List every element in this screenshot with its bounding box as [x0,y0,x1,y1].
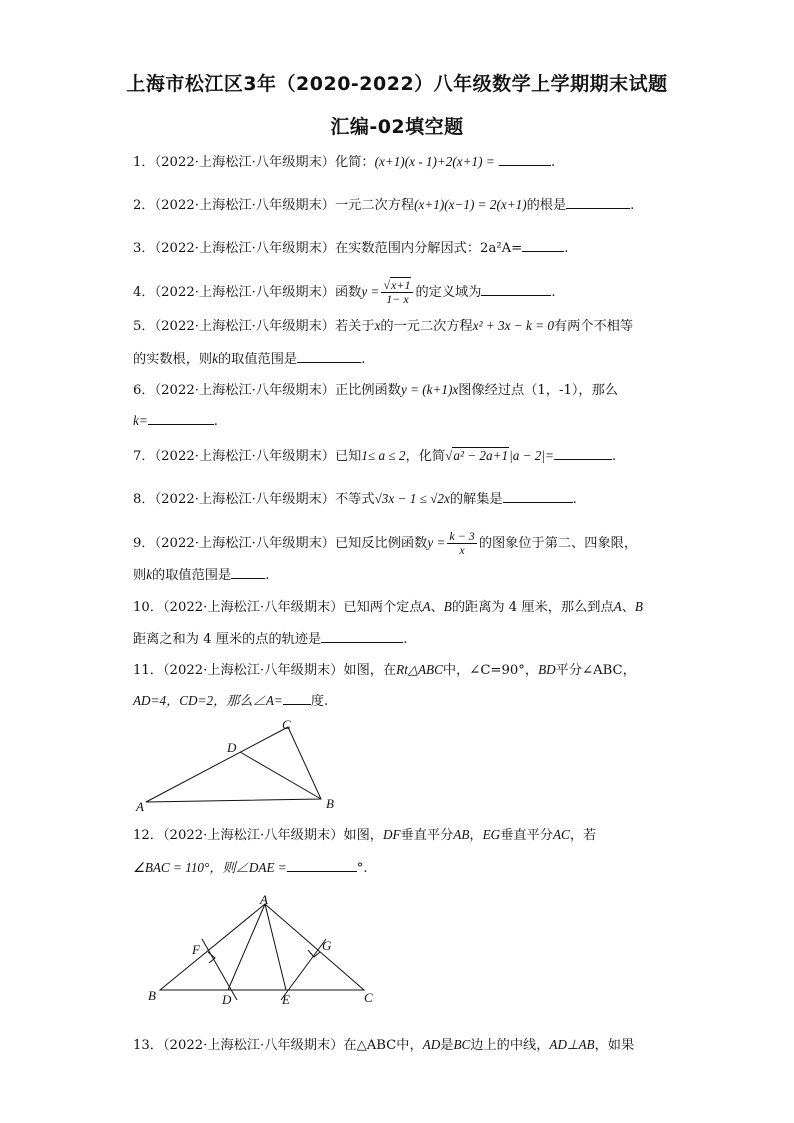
answer-blank[interactable] [231,566,265,579]
question-source: （2022·上海松江·八年级期末） [162,600,344,615]
question-text: 如图， [343,828,383,843]
label-b: B [148,988,156,1003]
question-text: 已知反比例函数 [335,536,428,551]
label-d: D [227,740,237,755]
question-number: 1． [133,155,155,170]
question-text: 中，∠C=90°， [442,663,539,678]
question-text: 的定义域为 [415,285,482,300]
answer-blank[interactable] [481,283,551,296]
perpendicular-bisector-eg [281,939,326,1000]
question-text: ，如果 [594,1038,635,1053]
question-number: 6． [133,383,155,398]
fraction-denominator: x [459,543,465,557]
question-source: （2022·上海松江·八年级期末） [154,383,335,398]
question-2 [133,196,673,215]
math-expression: ，则∠DAE = [209,860,287,875]
math-expression: x² + 3x − k = 0 [472,318,554,333]
label-e: E [282,992,290,1007]
point-label: B [443,599,452,614]
question-12-line-2 [133,859,673,878]
question-6-line-2 [133,412,673,431]
question-text: 函数 [335,285,362,300]
question-number: 13． [133,1038,163,1053]
question-5 [133,317,673,336]
question-9 [133,530,673,557]
question-9-line-2 [133,566,673,585]
answer-blank[interactable] [554,447,612,460]
label-f: F [192,942,200,957]
question-text: 的根是 [526,198,567,213]
separator: 、 [430,600,444,615]
question-text: ，若 [569,828,597,843]
period: . [564,241,569,256]
triangle-abc [160,904,364,990]
fraction-numerator: x+1 [391,278,411,292]
question-source: （2022·上海松江·八年级期末） [154,285,335,300]
question-source: （2022·上海松江·八年级期末） [162,828,344,843]
math-expression: AB [453,827,470,842]
segment-ae [265,904,286,990]
period: . [361,352,366,367]
math-variable: y = [427,535,446,550]
question-text: 在△ABC中， [343,1038,423,1053]
math-expression: ∠BAC = 110° [133,860,210,875]
question-text: 一元二次方程 [335,198,415,213]
label-g: G [322,938,332,953]
question-7: 7．（2022·上海松江·八年级期末）已知1≤ a ≤ 2，化简√a² − 2a+1|a − 2|= . [133,448,617,464]
question-11 [133,661,673,680]
point-label: A [422,599,431,614]
fraction [447,530,476,557]
right-angle-mark-f [208,952,215,963]
math-expression: BC [453,1037,471,1052]
perpendicular-bisector-df [202,939,237,1000]
document-title-line-2: 汇编-02填空题 [330,116,464,138]
math-expression: |a − 2|= [509,448,554,463]
triangle-abc [146,727,321,802]
question-number: 8． [133,492,155,507]
document-title-line-1: 上海市松江区3年（2020-2022）八年级数学上学期期末试题 [126,73,668,95]
question-text: 化简： [335,155,375,170]
question-3 [133,239,673,258]
question-text: 不等式 [335,492,375,507]
question-text: 则 [133,568,147,583]
period: . [213,414,218,429]
question-11-line-2 [133,692,673,711]
answer-blank[interactable] [287,859,357,872]
period: . [403,632,408,647]
question-number: 9． [133,536,155,551]
question-text: 正比例函数 [335,383,401,398]
question-8 [133,490,673,509]
question-number: 2． [133,198,155,213]
question-number: 7． [133,449,155,464]
question-text: 的一元二次方程 [380,319,473,334]
math-variable: k= [133,413,148,428]
math-expression: EG [482,827,501,842]
question-number: 10． [133,600,163,615]
label-a: A [136,799,144,814]
math-expression: AD⊥AB [549,1037,595,1052]
label-c: C [282,717,291,732]
answer-blank[interactable] [499,153,551,166]
question-text: 若关于 [335,319,375,334]
question-number: 3． [133,241,155,256]
question-source: （2022·上海松江·八年级期末） [162,1038,344,1053]
math-variable: x [374,318,381,333]
question-source: （2022·上海松江·八年级期末） [154,449,335,464]
question-source: （2022·上海松江·八年级期末） [154,155,335,170]
question-13 [133,1036,673,1055]
question-text: °. [356,861,368,876]
question-text: 的取值范围是 [217,352,298,367]
question-text: 边上的中线， [470,1038,550,1053]
question-number: 4． [133,285,155,300]
question-6 [133,381,673,400]
label-a: A [260,892,268,907]
question-text: ， [469,828,483,843]
answer-blank[interactable] [522,239,564,252]
period: . [550,155,556,170]
answer-blank[interactable] [283,692,311,705]
period: . [572,492,577,507]
math-expression: AD=4，CD=2，那么∠A= [133,693,283,708]
math-variable: k [146,567,153,582]
question-text: 是 [440,1038,454,1053]
question-text: 的图象位于第二、四象限， [478,536,638,551]
answer-blank[interactable] [566,196,630,209]
label-b: B [326,796,334,811]
segment-ad [228,904,265,990]
question-text: ，化简 [405,449,446,464]
answer-blank[interactable] [503,490,573,503]
fraction-numerator: k − 3 [449,529,475,543]
question-10 [133,598,673,617]
answer-blank[interactable] [297,350,361,363]
question-text: 垂直平分 [500,828,553,843]
figure-triangle-abc-bisector [130,715,350,820]
question-10-line-2 [133,630,673,649]
period: . [551,285,556,300]
period: . [611,449,617,464]
period: . [265,568,270,583]
question-number: 11． [133,663,163,678]
math-expression: (x+1)(x−1) = 2(x+1) [414,197,527,212]
question-5-line-2 [133,350,673,369]
separator: 、 [621,600,635,615]
math-expression: y = (k+1)x [400,382,459,397]
question-text: 的实数根，则 [133,352,213,367]
question-text: 图像经过点（1，-1），那么 [458,383,618,398]
point-label: A [613,599,622,614]
question-source: （2022·上海松江·八年级期末） [154,198,335,213]
question-12 [133,826,673,845]
question-text: 已知两个定点 [343,600,423,615]
math-expression: (x+1)(x - 1)+2(x+1) = [374,154,495,169]
question-number: 12． [133,828,163,843]
math-expression: 1≤ a ≤ 2 [361,448,406,463]
question-text: 在实数范围内分解因式：2a²A= [335,241,523,256]
question-text: 垂直平分 [400,828,454,843]
question-source: （2022·上海松江·八年级期末） [154,319,335,334]
point-label: B [634,599,643,614]
math-variable: k [212,351,218,366]
question-text: 有两个不相等 [553,319,634,334]
segment-bd [240,752,321,799]
label-c: C [364,990,373,1005]
question-text: 的取值范围是 [152,568,232,583]
math-expression: a² − 2a+1 [453,448,509,463]
question-text: 如图，在 [343,663,397,678]
question-source: （2022·上海松江·八年级期末） [154,492,335,507]
question-text: 距离之和为 4 厘米的点的轨迹是 [133,632,322,647]
question-1 [133,153,673,172]
question-text: 平分∠ABC， [555,663,636,678]
math-variable: y = [361,284,380,299]
question-source: （2022·上海松江·八年级期末） [154,536,335,551]
math-expression: AD [422,1037,441,1052]
question-text: 的解集是 [449,492,503,507]
math-expression: Rt△ABC [396,662,443,677]
math-expression: BD [538,662,556,677]
answer-blank[interactable] [321,630,403,643]
fraction-denominator: 1− x [386,292,409,306]
question-text: 度. [310,694,329,709]
math-expression: √3x − 1 ≤ √2x [374,491,450,506]
question-4 [133,279,673,306]
question-source: （2022·上海松江·八年级期末） [154,241,335,256]
period: . [630,198,635,213]
question-number: 5． [133,319,155,334]
answer-blank[interactable] [148,412,214,425]
math-expression: AC [552,827,570,842]
fraction: $\frac{√x+1}{1- x}$ [381,279,413,306]
question-text: 已知 [335,449,362,464]
math-expression: DF [382,827,401,842]
question-text: 的距离为 4 厘米，那么到点 [451,600,614,615]
question-source: （2022·上海松江·八年级期末） [162,663,344,678]
label-d: D [222,992,232,1007]
figure-perpendicular-bisectors [140,892,390,1012]
